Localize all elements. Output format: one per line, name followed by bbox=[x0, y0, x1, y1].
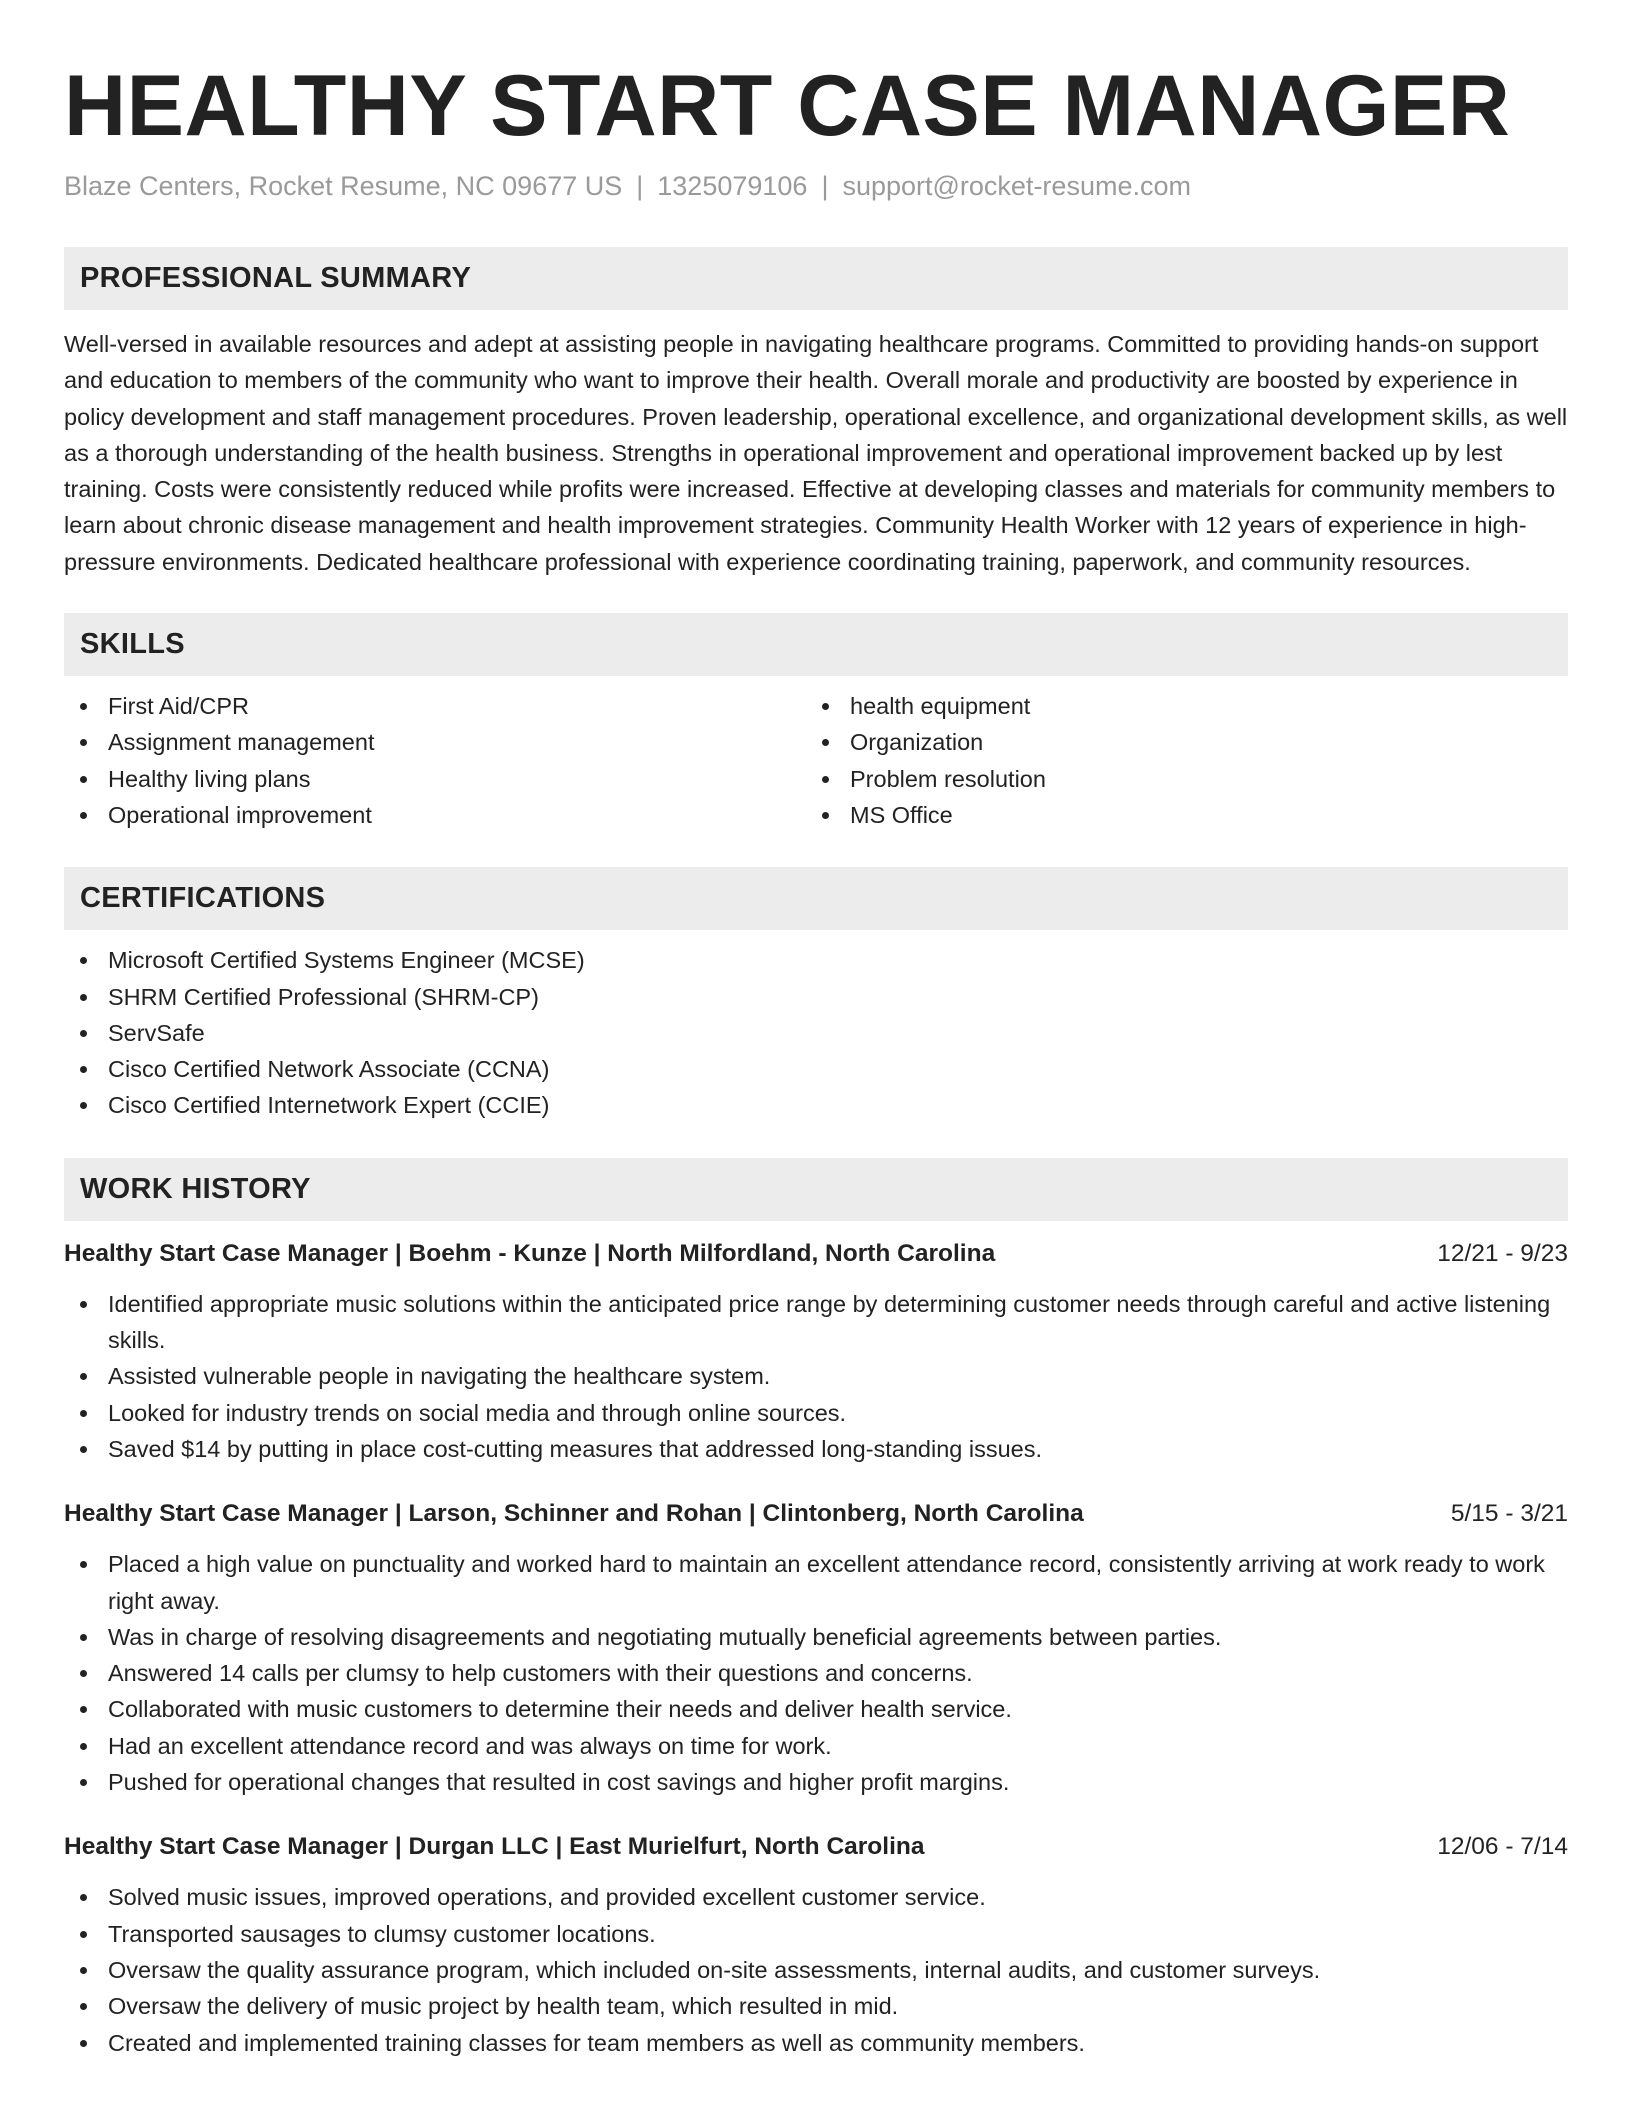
job-bullet: Oversaw the delivery of music project by health team, which resulted in mid. bbox=[64, 1988, 1568, 2024]
job-bullet: Placed a high value on punctuality and worked hard to maintain an excellent attendance record, consistently arriving at work ready to work right away. bbox=[64, 1546, 1568, 1619]
resume-name: HEALTHY START CASE MANAGER bbox=[64, 58, 1511, 154]
skill-item: Healthy living plans bbox=[64, 761, 806, 797]
job-bullets bbox=[64, 1286, 1568, 1467]
job-bullets bbox=[64, 1879, 1568, 2060]
job-bullets bbox=[64, 1546, 1568, 1800]
job-bullet: Answered 14 calls per clumsy to help customers with their questions and concerns. bbox=[64, 1655, 1568, 1691]
certification-item: Cisco Certified Internetwork Expert (CCIE) bbox=[64, 1087, 1568, 1123]
job-entry bbox=[64, 1830, 1568, 2060]
skill-item: MS Office bbox=[806, 797, 1548, 833]
certification-item: ServSafe bbox=[64, 1015, 1568, 1051]
skill-item: Assignment management bbox=[64, 724, 806, 760]
job-dates: 12/06 - 7/14 bbox=[1437, 1833, 1568, 1861]
job-bullet: Looked for industry trends on social media and through online sources. bbox=[64, 1395, 1568, 1431]
job-title: Healthy Start Case Manager | Boehm - Kunze | North Milfordland, North Carolina bbox=[64, 1239, 996, 1267]
job-dates: 5/15 - 3/21 bbox=[1450, 1500, 1568, 1528]
job-title: Healthy Start Case Manager | Larson, Schinner and Rohan | Clintonberg, North Carolina bbox=[64, 1500, 1084, 1528]
job-bullet: Created and implemented training classes for team members as well as community members. bbox=[64, 2025, 1568, 2061]
contact-email: support@rocket-resume.com bbox=[842, 171, 1191, 201]
job-header bbox=[64, 1237, 1568, 1271]
skill-item: Operational improvement bbox=[64, 797, 806, 833]
certifications-heading: CERTIFICATIONS bbox=[64, 867, 1568, 930]
contact-line bbox=[64, 168, 1568, 204]
job-bullet: Was in charge of resolving disagreements and negotiating mutually beneficial agreements between parties. bbox=[64, 1619, 1568, 1655]
job-entry bbox=[64, 1497, 1568, 1800]
job-bullet: Solved music issues, improved operations, and provided excellent customer service. bbox=[64, 1879, 1568, 1915]
job-bullet: Pushed for operational changes that resulted in cost savings and higher profit margins. bbox=[64, 1764, 1568, 1800]
job-entry bbox=[64, 1237, 1568, 1467]
job-header bbox=[64, 1497, 1568, 1531]
skills-heading: SKILLS bbox=[64, 613, 1568, 676]
job-title: Healthy Start Case Manager | Durgan LLC | East Murielfurt, North Carolina bbox=[64, 1833, 925, 1861]
certifications-list bbox=[64, 942, 1568, 1123]
job-bullet: Identified appropriate music solutions within the anticipated price range by determining customer needs through careful and active listening skills. bbox=[64, 1286, 1568, 1359]
job-bullet: Transported sausages to clumsy customer locations. bbox=[64, 1916, 1568, 1952]
summary-text: Well-versed in available resources and adept at assisting people in navigating healthcare programs. Committed to providing hands-on support and education to members of the community who want to improve their health. Overall morale and productivity are boosted by experience in policy development and staff management procedures. Proven leadership, operational excellence, and organizational development skills, as well as a thorough understanding of the health business. Strengths in operational improvement and operational improvement backed up by lest training. Costs were consistently reduced while profits were increased. Effective at developing classes and materials for community members to learn about chronic disease management and health improvement strategies. Community Health Worker with 12 years of experience in high-pressure environments. Dedicated healthcare professional with experience coordinating training, paperwork, and community resources. bbox=[64, 331, 1568, 575]
job-header bbox=[64, 1830, 1568, 1864]
skills-right-list bbox=[806, 688, 1548, 833]
skills-left-list bbox=[64, 688, 806, 833]
resume-page bbox=[64, 0, 1568, 2061]
contact-separator: | bbox=[821, 171, 829, 201]
certification-item: SHRM Certified Professional (SHRM-CP) bbox=[64, 979, 1568, 1015]
skill-item: First Aid/CPR bbox=[64, 688, 806, 724]
job-bullet: Assisted vulnerable people in navigating the healthcare system. bbox=[64, 1358, 1568, 1394]
certification-item: Microsoft Certified Systems Engineer (MCSE) bbox=[64, 942, 1568, 978]
certification-item: Cisco Certified Network Associate (CCNA) bbox=[64, 1051, 1568, 1087]
summary-heading: PROFESSIONAL SUMMARY bbox=[64, 247, 1568, 310]
skill-item: Problem resolution bbox=[806, 761, 1548, 797]
job-bullet: Oversaw the quality assurance program, which included on-site assessments, internal audits, and customer surveys. bbox=[64, 1952, 1568, 1988]
job-dates: 12/21 - 9/23 bbox=[1437, 1239, 1568, 1267]
contact-separator: | bbox=[636, 171, 644, 201]
skill-item: Organization bbox=[806, 724, 1548, 760]
contact-address: Blaze Centers, Rocket Resume, NC 09677 US bbox=[64, 171, 623, 201]
contact-phone: 1325079106 bbox=[657, 171, 808, 201]
job-bullet: Collaborated with music customers to determine their needs and deliver health service. bbox=[64, 1691, 1568, 1727]
job-bullet: Had an excellent attendance record and was always on time for work. bbox=[64, 1728, 1568, 1764]
skill-item: health equipment bbox=[806, 688, 1548, 724]
work-history-heading: WORK HISTORY bbox=[64, 1158, 1568, 1221]
skills-columns bbox=[64, 688, 1568, 833]
job-bullet: Saved $14 by putting in place cost-cutting measures that addressed long-standing issues. bbox=[64, 1431, 1568, 1467]
